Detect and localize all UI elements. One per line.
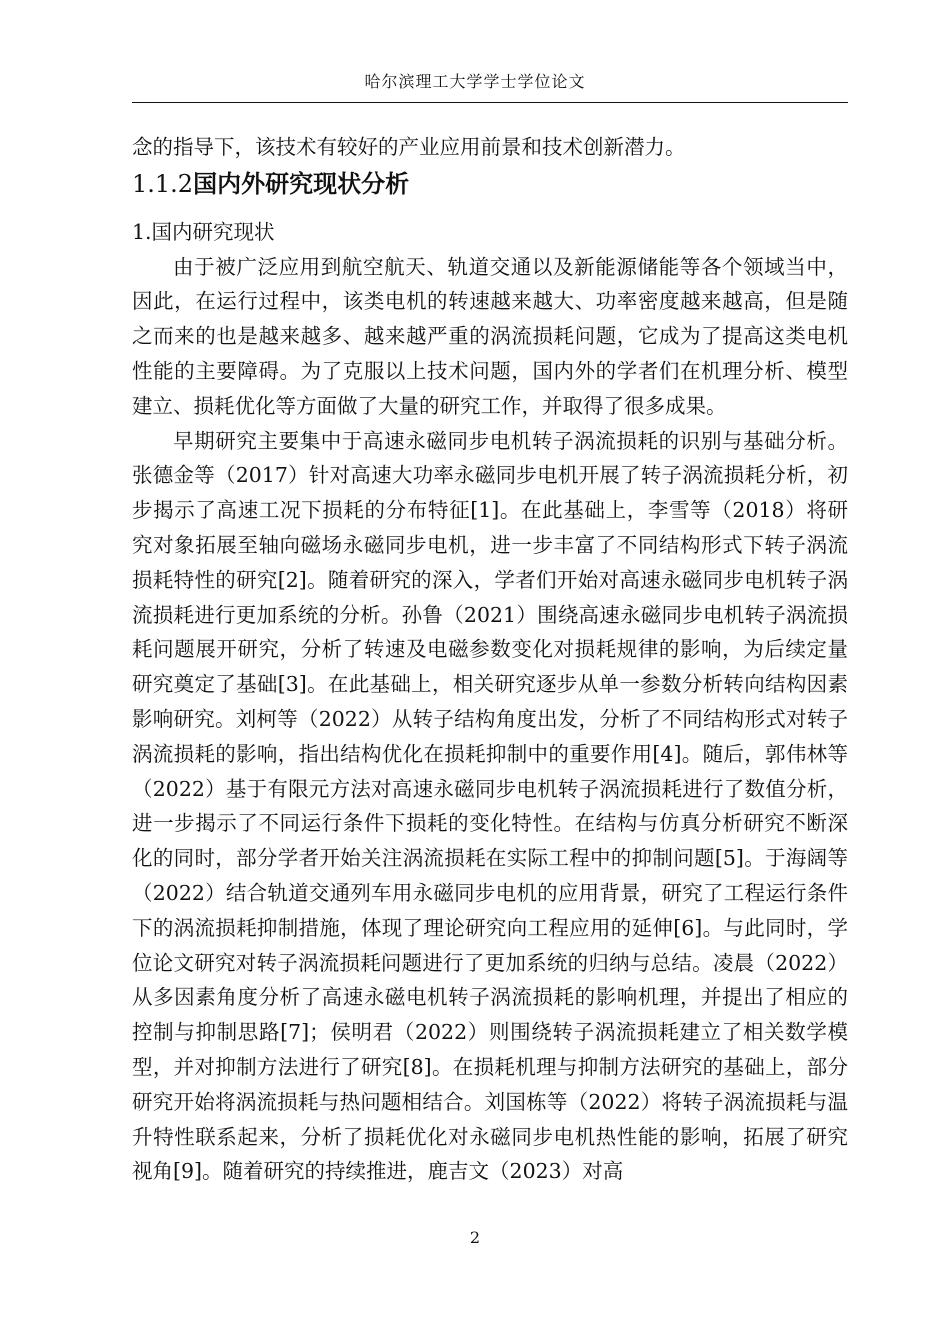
continuation-line: 念的指导下，该技术有较好的产业应用前景和技术创新潜力。: [132, 135, 686, 159]
section-title: 国内外研究现状分析: [193, 169, 410, 198]
paragraph-1: 由于被广泛应用到航空航天、轨道交通以及新能源储能等各个领域当中，因此，在运行过程中，该类电机的转速越来越大、功率密度越来越高，但是随之而来的也是越来越多、越来越严重的涡流损耗问题，它成为了提高这类电机性能的主要障碍。为了克服以上技术问题，国内外的学者们在机理分析、模型建立、损耗优化等方面做了大量的研究工作，并取得了很多成果。: [132, 254, 848, 418]
section-number: 1.1.2: [132, 169, 194, 198]
subsection-heading: 1.国内研究现状: [132, 219, 275, 244]
page-number: 2: [469, 1228, 481, 1247]
page-body: [132, 130, 848, 1189]
running-header: 哈尔滨理工大学学士学位论文: [364, 72, 586, 91]
section-heading: [132, 167, 848, 201]
header-rule: [132, 102, 848, 103]
paragraph-2: 早期研究主要集中于高速永磁同步电机转子涡流损耗的识别与基础分析。张德金等（2017）针对高速大功率永磁同步电机开展了转子涡流损耗分析，初步揭示了高速工况下损耗的分布特征[1]。在此基础上，李雪等（2018）将研究对象拓展至轴向磁场永磁同步电机，进一步丰富了不同结构形式下转子涡流损耗特性的研究[2]。随着研究的深入，学者们开始对高速永磁同步电机转子涡流损耗进行更加系统的分析。孙鲁（2021）围绕高速永磁同步电机转子涡流损耗问题展开研究，分析了转速及电磁参数变化对损耗规律的影响，为后续定量研究奠定了基础[3]。在此基础上，相关研究逐步从单一参数分析转向结构因素影响研究。刘柯等（2022）从转子结构角度出发，分析了不同结构形式对转子涡流损耗的影响，指出结构优化在损耗抑制中的重要作用[4]。随后，郭伟林等（2022）基于有限元方法对高速永磁同步电机转子涡流损耗进行了数值分析，进一步揭示了不同运行条件下损耗的变化特性。在结构与仿真分析研究不断深化的同时，部分学者开始关注涡流损耗在实际工程中的抑制问题[5]。于海阔等（2022）结合轨道交通列车用永磁同步电机的应用背景，研究了工程运行条件下的涡流损耗抑制措施，体现了理论研究向工程应用的延伸[6]。与此同时，学位论文研究对转子涡流损耗问题进行了更加系统的归纳与总结。凌晨（2022）从多因素角度分析了高速永磁电机转子涡流损耗的影响机理，并提出了相应的控制与抑制思路[7]；侯明君（2022）则围绕转子涡流损耗建立了相关数学模型，并对抑制方法进行了研究[8]。在损耗机理与抑制方法研究的基础上，部分研究开始将涡流损耗与热问题相结合。刘国栋等（2022）将转子涡流损耗与温升特性联系起来，分析了损耗优化对永磁同步电机热性能的影响，拓展了研究视角[9]。随着研究的持续推进，鹿吉文（2023）对高: [132, 428, 848, 1184]
